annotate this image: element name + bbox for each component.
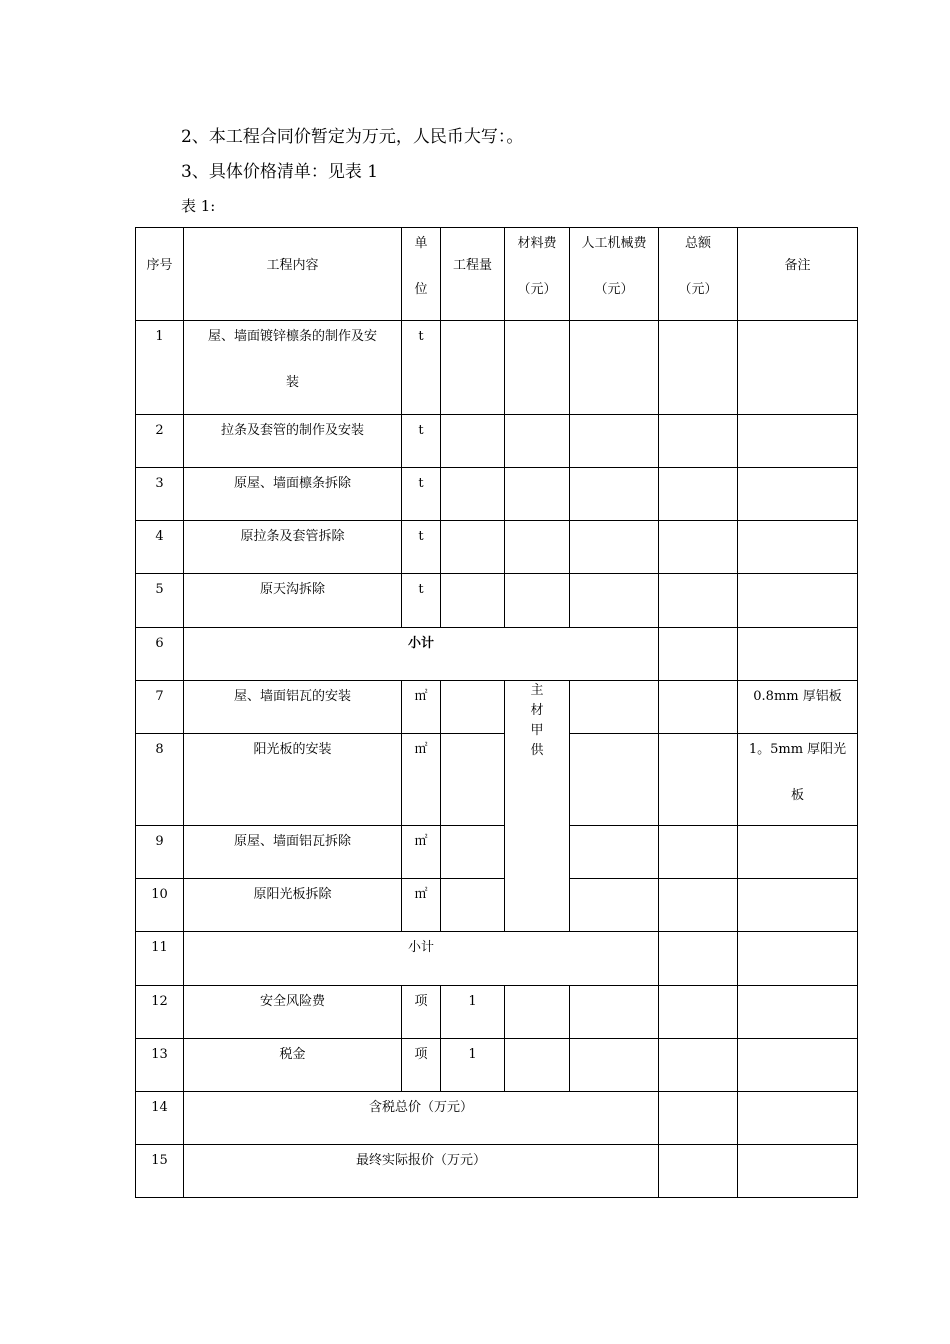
row-content: 原屋、墙面铝瓦拆除 <box>184 826 402 879</box>
row-remark <box>738 1092 858 1145</box>
main-material-char: 甲 <box>530 723 544 738</box>
row-remark <box>738 415 858 468</box>
row-content-line2: 装 <box>285 375 299 390</box>
row-unit: t <box>402 468 441 521</box>
row-labor <box>570 415 659 468</box>
row-labor <box>570 986 659 1039</box>
row-remark <box>738 468 858 521</box>
row-quantity <box>441 734 505 826</box>
header-labor-line1: 人工机械费 <box>581 236 647 251</box>
row-content: 拉条及套管的制作及安装 <box>184 415 402 468</box>
row-content: 原屋、墙面檩条拆除 <box>184 468 402 521</box>
row-remark <box>738 321 858 415</box>
row-quantity: 1 <box>441 1039 505 1092</box>
row-unit: t <box>402 521 441 574</box>
table-row <box>136 681 858 734</box>
row-material <box>505 986 570 1039</box>
row-unit: ㎡ <box>402 826 441 879</box>
row-labor <box>570 468 659 521</box>
row-labor <box>570 521 659 574</box>
row-content <box>184 321 402 415</box>
row-material <box>505 468 570 521</box>
header-labor <box>570 228 659 321</box>
table-row <box>136 1039 858 1092</box>
row-content: 屋、墙面铝瓦的安装 <box>184 681 402 734</box>
header-labor-line2: （元） <box>594 282 634 297</box>
row-material <box>505 415 570 468</box>
table-row <box>136 521 858 574</box>
row-unit: 项 <box>402 1039 441 1092</box>
row-quantity <box>441 521 505 574</box>
header-remark: 备注 <box>738 228 858 321</box>
header-quantity: 工程量 <box>441 228 505 321</box>
row-seq: 14 <box>136 1092 184 1145</box>
row-quantity <box>441 681 505 734</box>
table-header-row <box>136 228 858 321</box>
row-quantity <box>441 415 505 468</box>
row-content: 安全风险费 <box>184 986 402 1039</box>
row-remark <box>738 986 858 1039</box>
header-unit <box>402 228 441 321</box>
table-row <box>136 734 858 826</box>
row-total <box>659 415 738 468</box>
subtotal-label: 小计 <box>184 932 659 986</box>
row-total <box>659 468 738 521</box>
row-seq: 3 <box>136 468 184 521</box>
row-labor <box>570 574 659 628</box>
row-remark: 0.8mm 厚铝板 <box>738 681 858 734</box>
row-total <box>659 879 738 932</box>
row-seq: 13 <box>136 1039 184 1092</box>
row-content: 原阳光板拆除 <box>184 879 402 932</box>
row-quantity: 1 <box>441 986 505 1039</box>
table-row <box>136 986 858 1039</box>
row-labor <box>570 734 659 826</box>
row-material <box>505 1039 570 1092</box>
final-quote-label: 最终实际报价（万元） <box>184 1145 659 1198</box>
row-quantity <box>441 879 505 932</box>
row-remark <box>738 826 858 879</box>
row-remark <box>738 1039 858 1092</box>
row-labor <box>570 681 659 734</box>
row-seq: 4 <box>136 521 184 574</box>
row-seq: 11 <box>136 932 184 986</box>
row-unit: ㎡ <box>402 879 441 932</box>
row-total <box>659 1145 738 1198</box>
row-remark <box>738 574 858 628</box>
row-material <box>505 574 570 628</box>
row-content: 阳光板的安装 <box>184 734 402 826</box>
row-remark <box>738 734 858 826</box>
header-material-line2: （元） <box>517 282 557 297</box>
row-unit: 项 <box>402 986 441 1039</box>
total-with-tax-label: 含税总价（万元） <box>184 1092 659 1145</box>
row-remark <box>738 521 858 574</box>
row-seq: 12 <box>136 986 184 1039</box>
header-total-line2: （元） <box>678 282 718 297</box>
main-material-char: 主 <box>530 683 544 698</box>
main-material-char: 供 <box>530 743 544 758</box>
row-material <box>505 321 570 415</box>
row-remark <box>738 1145 858 1198</box>
header-total <box>659 228 738 321</box>
header-content: 工程内容 <box>184 228 402 321</box>
row-total <box>659 1039 738 1092</box>
table-row <box>136 879 858 932</box>
table-caption: 表 1: <box>181 197 216 215</box>
row-seq: 9 <box>136 826 184 879</box>
subtotal-label: 小计 <box>184 628 659 681</box>
row-remark <box>738 879 858 932</box>
row-labor <box>570 1039 659 1092</box>
row-total <box>659 681 738 734</box>
row-remark-line1: 1。5mm 厚阳光 <box>748 742 847 757</box>
row-quantity <box>441 468 505 521</box>
total-row <box>136 1092 858 1145</box>
main-material-char: 材 <box>530 703 544 718</box>
row-unit: ㎡ <box>402 681 441 734</box>
row-seq: 5 <box>136 574 184 628</box>
price-table <box>135 227 858 1198</box>
table-row <box>136 321 858 415</box>
table-row <box>136 826 858 879</box>
row-unit: t <box>402 321 441 415</box>
table-row <box>136 415 858 468</box>
row-seq: 2 <box>136 415 184 468</box>
row-content: 原拉条及套管拆除 <box>184 521 402 574</box>
row-total <box>659 321 738 415</box>
header-material-line1: 材料费 <box>517 236 557 251</box>
price-list-paragraph: 3、具体价格清单：见表 1 <box>181 162 379 182</box>
row-unit: ㎡ <box>402 734 441 826</box>
row-content-line1: 屋、墙面镀锌檩条的制作及安 <box>207 329 377 344</box>
final-quote-row <box>136 1145 858 1198</box>
row-seq: 7 <box>136 681 184 734</box>
table-row <box>136 468 858 521</box>
row-content: 原天沟拆除 <box>184 574 402 628</box>
row-total <box>659 734 738 826</box>
row-quantity <box>441 826 505 879</box>
row-seq: 15 <box>136 1145 184 1198</box>
row-seq: 1 <box>136 321 184 415</box>
main-material-supplied-cell <box>505 681 570 932</box>
row-total <box>659 986 738 1039</box>
row-labor <box>570 321 659 415</box>
row-total <box>659 932 738 986</box>
row-total <box>659 521 738 574</box>
header-material <box>505 228 570 321</box>
table-row <box>136 574 858 628</box>
row-quantity <box>441 574 505 628</box>
row-remark <box>738 628 858 681</box>
header-unit-line1: 单 <box>414 236 428 251</box>
row-material <box>505 521 570 574</box>
row-remark <box>738 932 858 986</box>
row-unit: t <box>402 415 441 468</box>
row-seq: 8 <box>136 734 184 826</box>
header-total-line1: 总额 <box>684 236 711 251</box>
subtotal-row <box>136 628 858 681</box>
header-seq: 序号 <box>136 228 184 321</box>
row-unit: t <box>402 574 441 628</box>
header-unit-line2: 位 <box>414 282 428 297</box>
row-total <box>659 628 738 681</box>
row-quantity <box>441 321 505 415</box>
contract-price-paragraph: 2、本工程合同价暂定为万元，人民币大写：。 <box>181 127 524 147</box>
row-labor <box>570 826 659 879</box>
subtotal-row <box>136 932 858 986</box>
row-remark-line2: 板 <box>790 788 804 803</box>
row-seq: 10 <box>136 879 184 932</box>
row-labor <box>570 879 659 932</box>
row-total <box>659 826 738 879</box>
row-total <box>659 574 738 628</box>
row-content: 税金 <box>184 1039 402 1092</box>
row-seq: 6 <box>136 628 184 681</box>
row-total <box>659 1092 738 1145</box>
